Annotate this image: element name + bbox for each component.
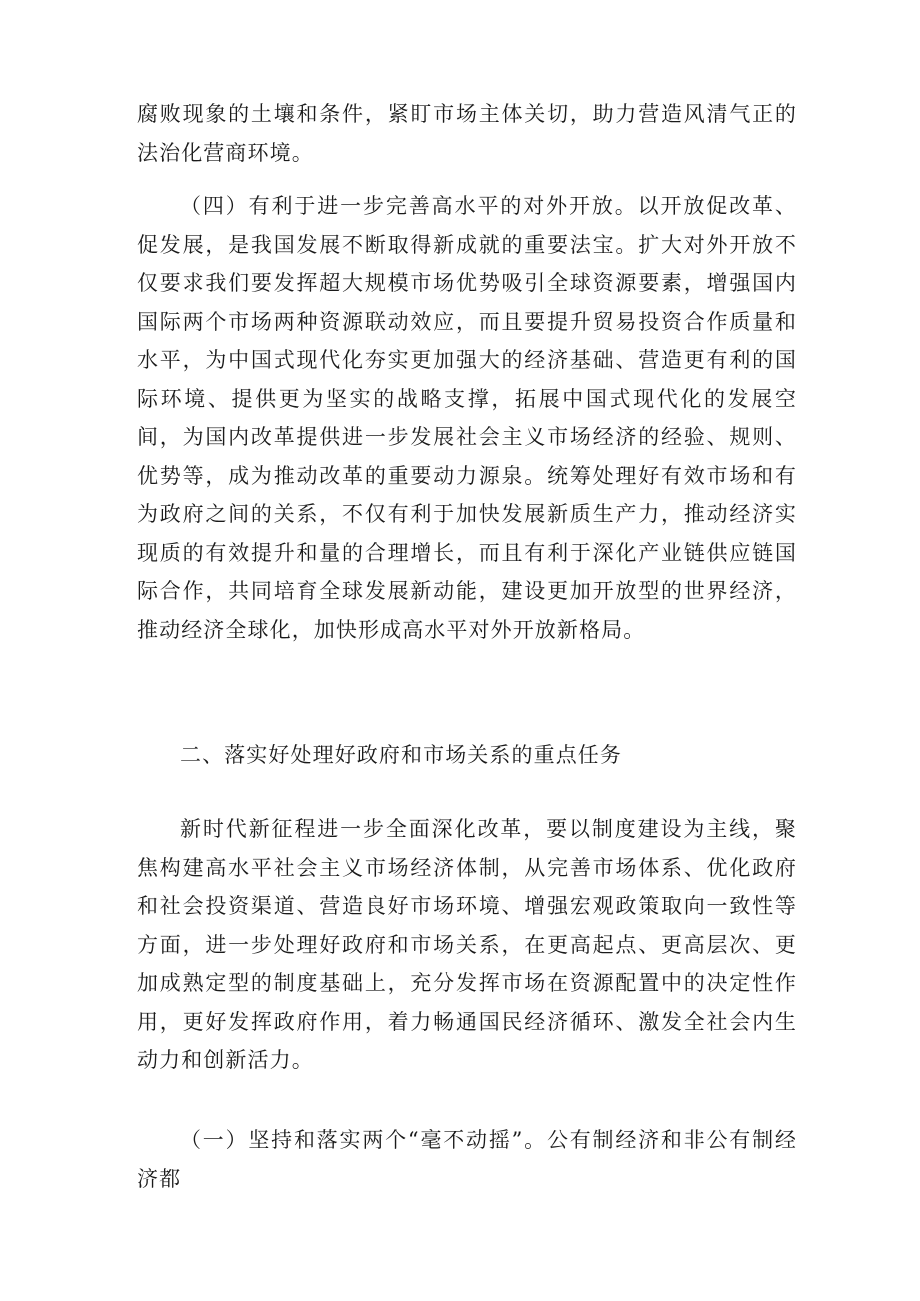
paragraph-item-one: （一）坚持和落实两个“毫不动摇”。公有制经济和非公有制经济都 (137, 1128, 797, 1191)
paragraph-continuation: 腐败现象的土壤和条件，紧盯市场主体关切，助力营造风清气正的法治化营商环境。 (137, 102, 797, 165)
section-heading: 二、落实好处理好政府和市场关系的重点任务 (180, 743, 622, 767)
paragraph-new-era: 新时代新征程进一步全面深化改革，要以制度建设为主线，聚焦构建高水平社会主义市场经济体制，从完善市场体系、优化政府和社会投资渠道、营造良好市场环境、增强宏观政策取向一致性等方面，进一步处理好政府和市场关系，在更高起点、更高层次、更加成熟定型的制度基础上，充分发挥市场在资源配置中的决定性作用，更好发挥政府作用，着力畅通国民经济循环、激发全社会内生动力和创新活力。 (137, 817, 797, 1072)
paragraph-section-four: （四）有利于进一步完善高水平的对外开放。以开放促改革、促发展，是我国发展不断取得新成就的重要法宝。扩大对外开放不仅要求我们要发挥超大规模市场优势吸引全球资源要素，增强国内国际两个市场两种资源联动效应，而且要提升贸易投资合作质量和水平，为中国式现代化夯实更加强大的经济基础、营造更有利的国际环境、提供更为坚实的战略支撑，拓展中国式现代化的发展空间，为国内改革提供进一步发展社会主义市场经济的经验、规则、优势等，成为推动改革的重要动力源泉。统筹处理好有效市场和有为政府之间的关系，不仅有利于加快发展新质生产力，推动经济实现质的有效提升和量的合理增长，而且有利于深化产业链供应链国际合作，共同培育全球发展新动能，建设更加开放型的世界经济，推动经济全球化，加快形成高水平对外开放新格局。 (137, 194, 797, 642)
